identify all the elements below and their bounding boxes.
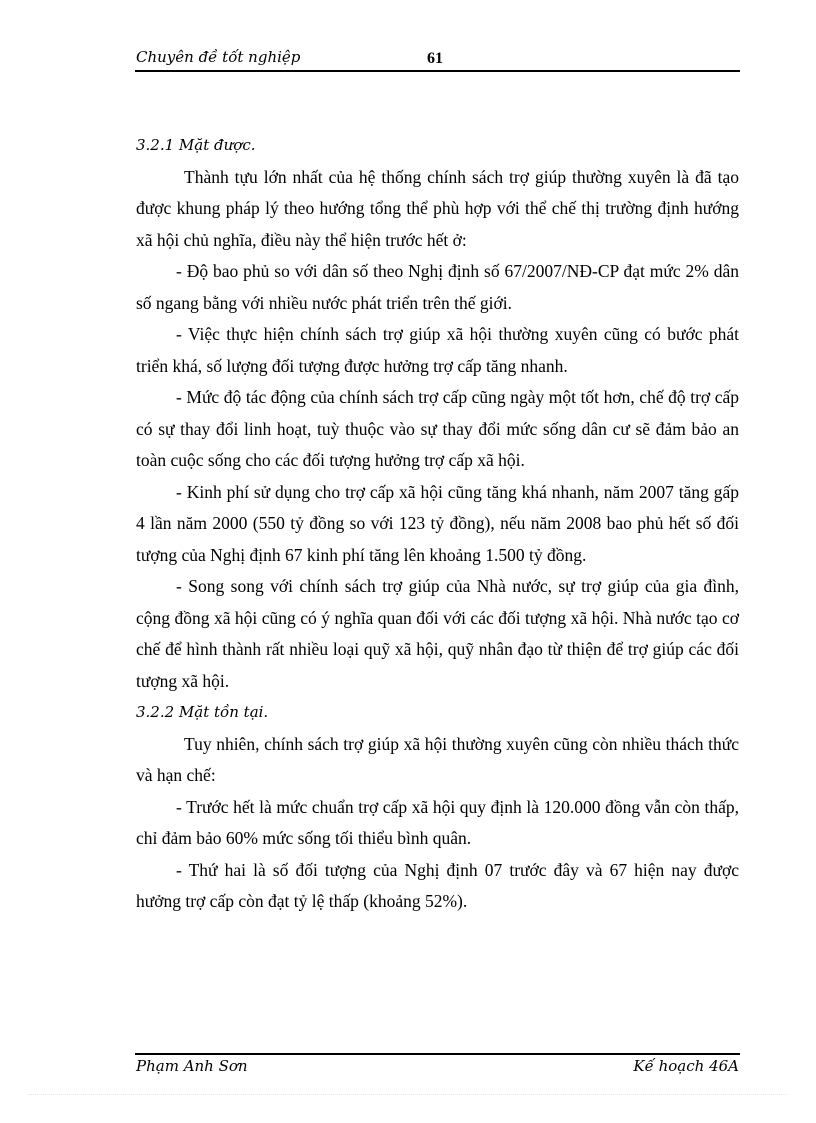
paragraph-impact: - Mức độ tác động của chính sách trợ cấp cũng ngày một tốt hơn, chế độ trợ cấp có sự thay đổi linh hoạt, tuỳ thuộc vào sự thay đổi mức sống dân cư sẽ đảm bảo an toàn cuộc sống cho các đối tượng hưởng trợ cấp xã hội. xyxy=(136,387,739,470)
page-edge-dotted-line xyxy=(28,1094,788,1095)
header-divider xyxy=(135,70,740,72)
section-heading-2: 3.2.2 Mặt tồn tại. xyxy=(136,703,269,721)
document-body xyxy=(136,130,739,918)
page-number: 61 xyxy=(427,50,443,67)
header-title: Chuyên đề tốt nghiệp xyxy=(136,48,301,66)
footer-class: Kế hoạch 46A xyxy=(633,1057,739,1075)
paragraph-limitations: Tuy nhiên, chính sách trợ giúp xã hội thường xuyên cũng còn nhiều thách thức và hạn chế: xyxy=(136,733,739,785)
paragraph-standard-level: - Trước hết là mức chuẩn trợ cấp xã hội quy định là 120.000 đồng vẫn còn thấp, chỉ đảm bảo 60% mức sống tối thiểu bình quân. xyxy=(136,796,739,848)
footer-divider xyxy=(135,1053,740,1055)
footer-author: Phạm Anh Sơn xyxy=(136,1057,248,1075)
section-heading-1: 3.2.1 Mặt được. xyxy=(136,136,256,154)
paragraph-funding: - Kinh phí sử dụng cho trợ cấp xã hội cũng tăng khá nhanh, năm 2007 tăng gấp 4 lần năm 2000 (550 tỷ đồng so với 123 tỷ đồng), nếu năm 2008 bao phủ hết số đối tượng của Nghị định 67 kinh phí tăng lên khoảng 1.500 tỷ đồng. xyxy=(136,481,739,565)
paragraph-coverage-rate: - Thứ hai là số đối tượng của Nghị định 07 trước đây và 67 hiện nay được hưởng trợ cấp còn đạt tỷ lệ thấp (khoảng 52%). xyxy=(136,859,739,911)
paragraph-coverage: - Độ bao phủ so với dân số theo Nghị định số 67/2007/NĐ-CP đạt mức 2% dân số ngang bằng với nhiều nước phát triển trên thế giới. xyxy=(136,261,739,313)
paragraph-implementation: - Việc thực hiện chính sách trợ giúp xã hội thường xuyên cũng có bước phát triển khá, số lượng đối tượng được hưởng trợ cấp tăng nhanh. xyxy=(136,324,739,376)
paragraph-community: - Song song với chính sách trợ giúp của Nhà nước, sự trợ giúp của gia đình, cộng đồng xã hội cũng có ý nghĩa quan đối với các đối tượng xã hội. Nhà nước tạo cơ chế để hình thành rất nhiều loại quỹ xã hội, quỹ nhân đạo từ thiện để trợ giúp các đối tượng xã hội. xyxy=(136,576,739,691)
paragraph-intro: Thành tựu lớn nhất của hệ thống chính sách trợ giúp thường xuyên là đã tạo được khung pháp lý theo hướng tổng thể phù hợp với thể chế thị trường định hướng xã hội chủ nghĩa, điều này thể hiện trước hết ở: xyxy=(136,166,739,250)
